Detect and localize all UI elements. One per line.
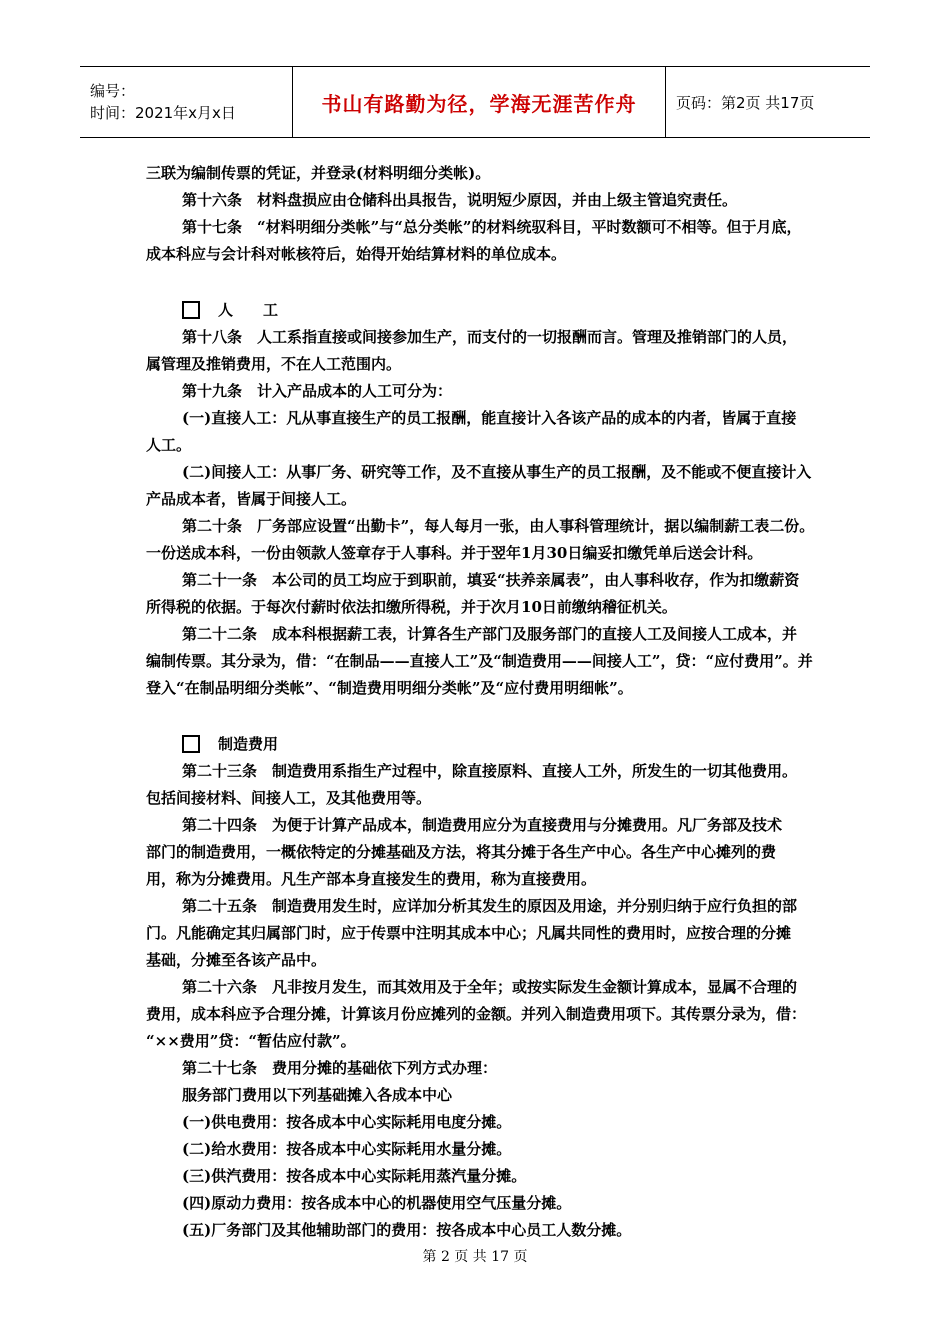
article-27: 第二十七条 费用分摊的基础依下列方式办理：: [182, 1059, 498, 1077]
article-18: 第十八条 人工系指直接或间接参加生产，而支付的一切报酬而言。管理及推销部门的人员，: [182, 328, 798, 346]
text-line: “××费用”贷：“暂估应付款”。: [146, 1032, 356, 1050]
text-line: 成本科应与会计科对帐核符后，始得开始结算材料的单位成本。: [146, 245, 567, 263]
page-footer: 第 2 页 共 17 页: [422, 1249, 528, 1265]
section-heading-overhead: [146, 730, 886, 758]
checkbox-square-icon: [182, 301, 200, 319]
article-24: 第二十四条 为便于计算产品成本，制造费用应分为直接费用与分摊费用。凡厂务部及技术: [182, 816, 783, 834]
section-heading-labor: [146, 296, 886, 324]
text-line: 所得税的依据。于每次付薪时依法扣缴所得税，并于次月10日前缴纳稽征机关。: [146, 598, 677, 616]
list-item: (三)供汽费用：按各成本中心实际耗用蒸汽量分摊。: [182, 1167, 527, 1185]
article-23: 第二十三条 制造费用系指生产过程中，除直接原料、直接人工外，所发生的一切其他费用。: [182, 762, 798, 780]
text-line: 基础，分摊至各该产品中。: [146, 951, 327, 969]
article-20: 第二十条 厂务部应设置“出勤卡”，每人每月一张，由人事科管理统计，据以编制薪工表二份。: [182, 517, 815, 535]
text-line: 编制传票。其分录为，借：“在制品——直接人工”及“制造费用——间接人工”，贷：“应付费用”。并: [146, 652, 813, 670]
text-line: 三联为编制传票的凭证，并登录(材料明细分类帐)。: [146, 164, 491, 182]
document-body: [146, 160, 886, 1244]
article-25: 第二十五条 制造费用发生时，应详加分析其发生的原因及用途，并分别归纳于应行负担的部: [182, 897, 798, 915]
section-title: 人 工: [218, 300, 279, 319]
text-line: 服务部门费用以下列基础摊入各成本中心: [182, 1086, 453, 1104]
header-page: [666, 67, 870, 137]
article-17: 第十七条 “材料明细分类帐”与“总分类帐”的材料统驭科目，平时数额可不相等。但于月底，: [182, 218, 802, 236]
text-line: 费用，成本科应予合理分摊，计算该月份应摊列的金额。并列入制造费用项下。其传票分录为，借：: [146, 1005, 807, 1023]
text-line: 人工。: [146, 436, 192, 454]
text-line: 部门的制造费用，一概依特定的分摊基础及方法，将其分摊于各生产中心。各生产中心摊列的费: [146, 843, 777, 861]
article-16: 第十六条 材料盘损应由仓储科出具报告，说明短少原因，并由上级主管追究责任。: [182, 191, 738, 209]
article-22: 第二十二条 成本科根据薪工表，计算各生产部门及服务部门的直接人工及间接人工成本，并: [182, 625, 798, 643]
article-21: 第二十一条 本公司的员工均应于到职前，填妥“扶养亲属表”，由人事科收存，作为扣缴薪资: [182, 571, 800, 589]
list-item: (二)间接人工：从事厂务、研究等工作，及不直接从事生产的员工报酬，及不能或不便直接计入: [182, 463, 812, 481]
list-item: (五)厂务部门及其他辅助部门的费用：按各成本中心员工人数分摊。: [182, 1221, 632, 1239]
checkbox-square-icon: [182, 735, 200, 753]
list-item: (一)供电费用：按各成本中心实际耗用电度分摊。: [182, 1113, 512, 1131]
text-line: 包括间接材料、间接人工，及其他费用等。: [146, 789, 432, 807]
motto-text: 书山有路勤为径，学海无涯苦作舟: [321, 91, 637, 116]
document-number: 编号：: [90, 82, 136, 100]
section-title: 制造费用: [218, 734, 279, 753]
page-indicator: 页码：第2页 共17页: [676, 93, 815, 112]
text-line: 用，称为分摊费用。凡生产部本身直接发生的费用，称为直接费用。: [146, 870, 597, 888]
article-19: 第十九条 计入产品成本的人工可分为：: [182, 382, 453, 400]
list-item: (四)原动力费用：按各成本中心的机器使用空气压量分摊。: [182, 1194, 572, 1212]
text-line: 属管理及推销费用，不在人工范围内。: [146, 355, 402, 373]
text-line: 产品成本者，皆属于间接人工。: [146, 490, 357, 508]
page-header: [80, 66, 870, 138]
article-26: 第二十六条 凡非按月发生，而其效用及于全年；或按实际发生金额计算成本，显属不合理的: [182, 978, 798, 996]
list-item: (一)直接人工：凡从事直接生产的员工报酬，能直接计入各该产品的成本的内者，皆属于直接: [182, 409, 797, 427]
text-line: 登入“在制品明细分类帐”、“制造费用明细分类帐”及“应付费用明细帐”。: [146, 679, 633, 697]
text-line: 一份送成本科，一份由领款人签章存于人事科。并于翌年1月30日编妥扣缴凭单后送会计科。: [146, 544, 763, 562]
header-meta: [80, 67, 293, 137]
text-line: 门。凡能确定其归属部门时，应于传票中注明其成本中心；凡属共同性的费用时，应按合理的分摊: [146, 924, 792, 942]
list-item: (二)给水费用：按各成本中心实际耗用水量分摊。: [182, 1140, 512, 1158]
header-motto: [293, 67, 666, 137]
document-time: 时间：2021年x月x日: [90, 104, 236, 122]
